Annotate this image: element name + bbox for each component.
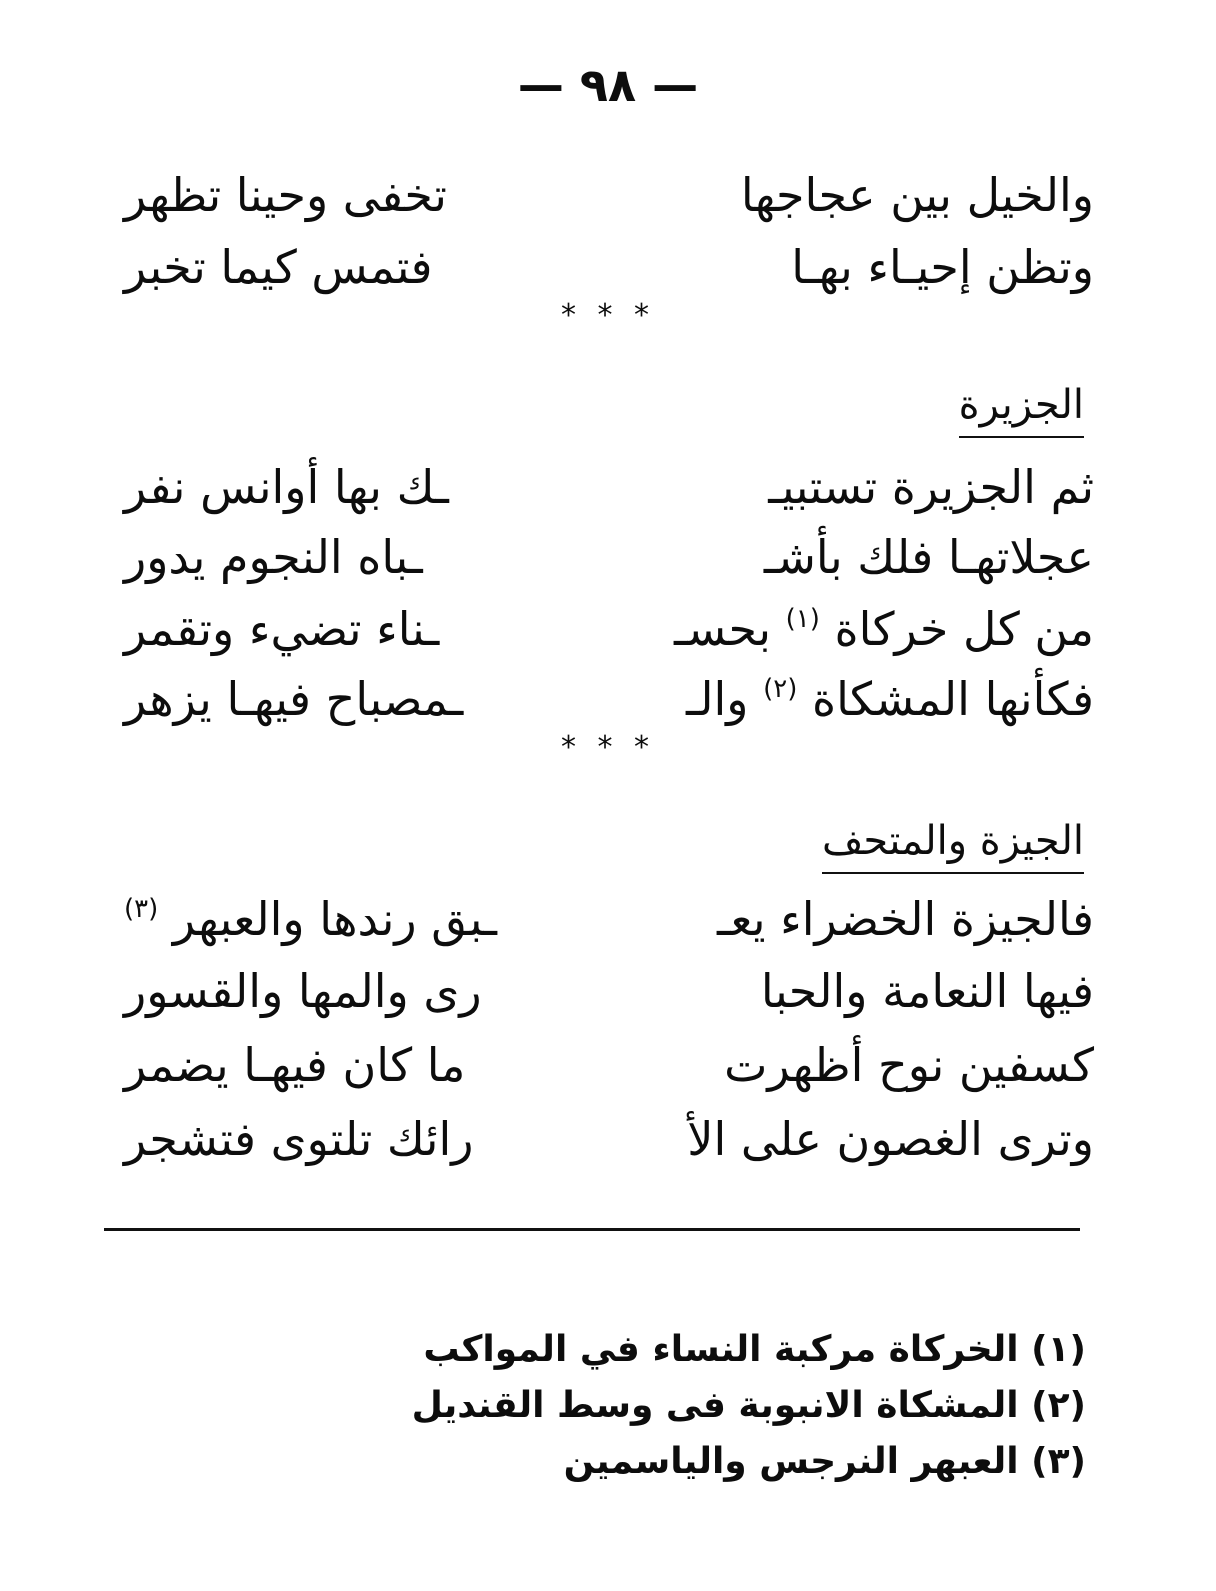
verse-text: من كل خركاة [834,602,1094,656]
verse-second-half: رائك تلتوى فتشجر [124,1112,474,1166]
footnote-marker: (٢) [763,674,798,704]
footnote-marker: (٣) [124,894,159,924]
footnote-1: (١) الخركاة مركبة النساء في المواكب [423,1329,1086,1370]
verse-text: ـبق رندها والعبهر [172,892,497,946]
verse-first-half: وترى الغصون على الأ [687,1112,1094,1166]
verse-line [124,664,1094,734]
verse-text: بحسـ [673,602,771,656]
verse-second-half: فتمس كيما تخبر [124,240,433,294]
verse-second-half: ـباه النجوم يدور [124,530,423,584]
verse-second-half: ـك بها أوانس نفر [124,460,449,514]
verse-second-half: تخفى وحينا تظهر [124,168,447,222]
verse-second-half: رى والمها والقسور [124,964,482,1018]
footnote-separator-rule [104,1228,1080,1231]
verse-second-half [124,884,497,962]
section-divider-stars: * * * [560,298,656,333]
verse-first-half: والخيل بين عجاجها [740,168,1094,222]
verse-line [124,956,1094,1026]
verse-line [124,452,1094,522]
section-title: الجيزة والمتحف [822,812,1084,874]
verse-line [124,594,1094,664]
section-divider-stars: * * * [560,730,656,765]
verse-text: فكأنها المشكاة [812,672,1094,726]
verse-first-half: فيها النعامة والحبا [760,964,1094,1018]
footnote-marker: (١) [785,604,820,634]
page-number: — ٩٨ — [517,58,699,112]
section-title: الجزيرة [959,376,1084,438]
verse-line [124,522,1094,592]
verse-first-half [674,594,1094,672]
verse-first-half: فالجيزة الخضراء يعـ [717,892,1094,946]
verse-line [124,1104,1094,1174]
verse-text: والـ [685,672,749,726]
verse-line [124,232,1094,302]
verse-line [124,1030,1094,1100]
verse-line [124,884,1094,954]
footnotes [412,1322,1086,1490]
verse-second-half: ما كان فيهـا يضمر [124,1038,466,1092]
verse-first-half: كسفين نوح أظهرت [724,1038,1094,1092]
verse-second-half: ـمصباح فيهـا يزهر [124,672,464,726]
verse-first-half: ثم الجزيرة تستبيـ [768,460,1094,514]
verse-line [124,160,1094,230]
footnote-3: (٣) العبهر النرجس والياسمين [563,1441,1086,1482]
footnote-2: (٢) المشكاة الانبوبة فى وسط القنديل [411,1385,1086,1426]
verse-second-half: ـناء تضيء وتقمر [124,602,440,656]
verse-first-half: عجلاتهـا فلك بأشـ [763,530,1094,584]
verse-first-half: وتظن إحيـاء بهـا [791,240,1094,294]
